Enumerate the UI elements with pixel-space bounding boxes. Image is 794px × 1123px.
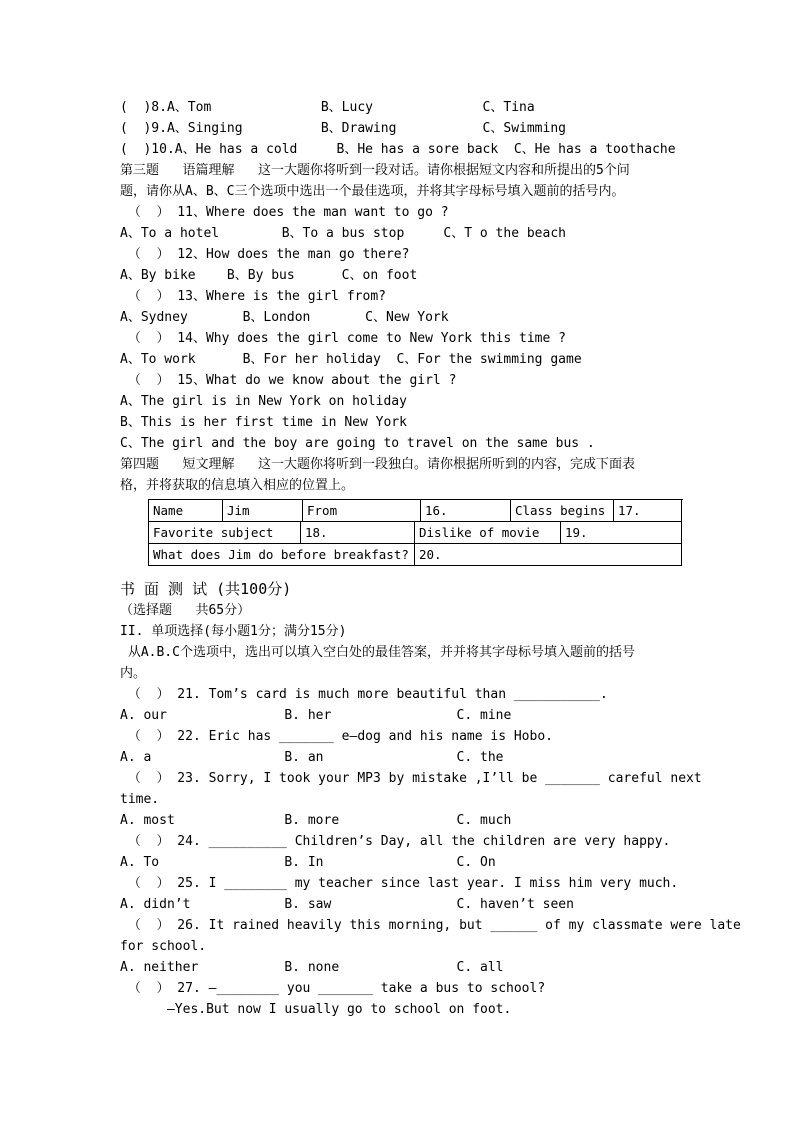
table-cell: Dislike of movie bbox=[415, 522, 561, 544]
text-line: II. 单项选择(每小题1分；满分15分) bbox=[120, 624, 347, 639]
text-line: A. a B. an C. the bbox=[120, 750, 504, 765]
text-line: ( )10.A、He has a cold B、He has a sore back C、He has a toothache bbox=[120, 142, 676, 157]
text-line: （ ） 26. It rained heavily this morning, but ______ of my classmate were late bbox=[120, 918, 741, 933]
table-cell: From bbox=[303, 500, 421, 522]
table-row bbox=[149, 522, 683, 544]
text-line: （ ） 25. I ________ my teacher since last year. I miss him very much. bbox=[120, 876, 679, 891]
table-row bbox=[149, 544, 683, 566]
table-cell: 18. bbox=[301, 522, 415, 544]
text-line: 第四题 短文理解 这一大题你将听到一段独白。请你根据所听到的内容，完成下面表 bbox=[120, 457, 635, 472]
text-line: A. To B. In C. On bbox=[120, 855, 496, 870]
table-cell: 16. bbox=[421, 500, 511, 522]
text-line: 格，并将获取的信息填入相应的位置上。 bbox=[120, 478, 355, 493]
text-line: for school. bbox=[120, 939, 207, 954]
table-cell: Class begins bbox=[511, 500, 614, 522]
text-line: B、This is her first time in New York bbox=[120, 415, 407, 430]
listening-section bbox=[120, 97, 744, 496]
text-line: （ ） 24. __________ Children’s Day, all the children are very happy. bbox=[120, 834, 671, 849]
table-cell: What does Jim do before breakfast? bbox=[149, 544, 415, 566]
text-line: （ ） 22. Eric has _______ e—dog and his name is Hobo. bbox=[120, 729, 553, 744]
text-line: 内。 bbox=[120, 666, 147, 681]
text-line: C、The girl and the boy are going to travel on the same bus . bbox=[120, 436, 595, 451]
text-line: （ ） 23. Sorry, I took your MP3 by mistake ,I’ll be _______ careful next bbox=[120, 771, 702, 786]
table-cell: Jim bbox=[223, 500, 303, 522]
text-line: ( )8.A、Tom B、Lucy C、Tina bbox=[120, 100, 535, 115]
text-line: 题，请你从A、B、C三个选项中选出一个最佳选项，并将其字母标号填入题前的括号内。 bbox=[120, 184, 625, 199]
text-line: （ ） 12、How does the man go there? bbox=[120, 247, 410, 262]
text-line: （ ） 11、Where does the man want to go ? bbox=[120, 205, 449, 220]
text-line: （ ） 15、What do we know about the girl ? bbox=[120, 373, 457, 388]
text-line: A、To work B、For her holiday C、For the swimming game bbox=[120, 352, 582, 367]
text-line: A. didn’t B. saw C. haven’t seen bbox=[120, 897, 574, 912]
table-cell: 20. bbox=[415, 544, 682, 566]
text-line: 书 面 测 试 (共100分) bbox=[120, 580, 292, 598]
text-line: A. our B. her C. mine bbox=[120, 708, 512, 723]
text-line: time. bbox=[120, 792, 160, 807]
text-line: （选择题 共65分） bbox=[120, 603, 251, 618]
table-row bbox=[149, 500, 683, 522]
table-cell: Name bbox=[149, 500, 223, 522]
text-line: A、Sydney B、London C、New York bbox=[120, 310, 449, 325]
text-line: （ ） 13、Where is the girl from? bbox=[120, 289, 386, 304]
text-line: （ ） 14、Why does the girl come to New York this time ? bbox=[120, 331, 566, 346]
text-line: （ ） 27. —________ you _______ take a bus to school? bbox=[120, 981, 546, 996]
text-line: A、The girl is in New York on holiday bbox=[120, 394, 407, 409]
text-line: 第三题 语篇理解 这一大题你将听到一段对话。请你根据短文内容和所提出的5个问 bbox=[120, 163, 630, 178]
text-line: —Yes.But now I usually go to school on foot. bbox=[120, 1002, 512, 1017]
written-test-section bbox=[120, 578, 744, 1020]
table-cell: 17. bbox=[614, 500, 682, 522]
text-line: A. most B. more C. much bbox=[120, 813, 512, 828]
text-line: A. neither B. none C. all bbox=[120, 960, 504, 975]
text-line: A、To a hotel B、To a bus stop C、T o the beach bbox=[120, 226, 566, 241]
table-cell: Favorite subject bbox=[149, 522, 301, 544]
text-line: A、By bike B、By bus C、on foot bbox=[120, 268, 418, 283]
table-cell: 19. bbox=[561, 522, 682, 544]
jim-info-table bbox=[148, 499, 683, 566]
text-line: 从A.B.C个选项中，选出可以填入空白处的最佳答案，并并将其字母标号填入题前的括号 bbox=[120, 645, 635, 660]
text-line: （ ） 21. Tom’s card is much more beautiful than ___________. bbox=[120, 687, 608, 702]
text-line: ( )9.A、Singing B、Drawing C、Swimming bbox=[120, 121, 566, 136]
